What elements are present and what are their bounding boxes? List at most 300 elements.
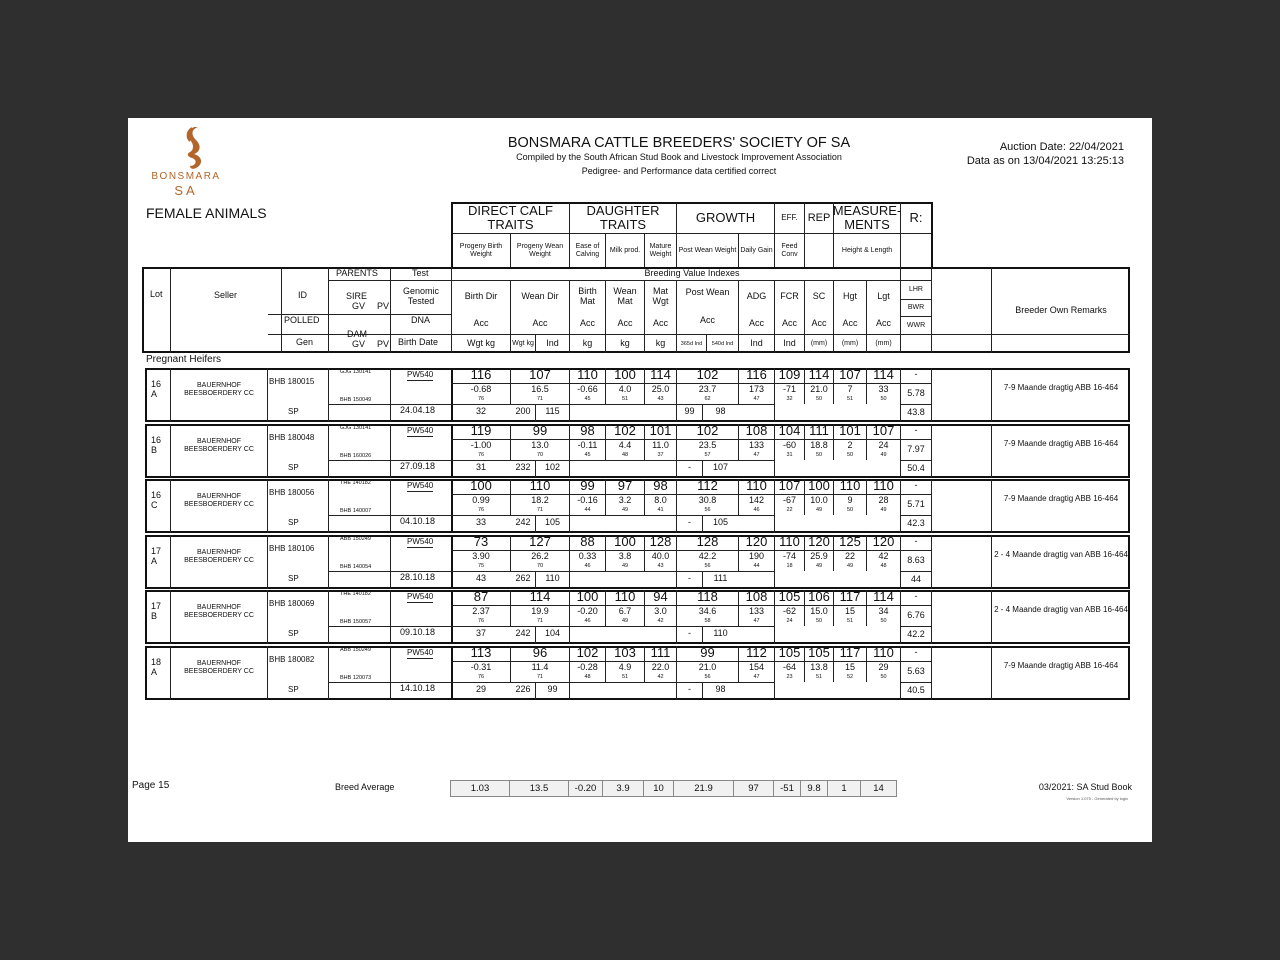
lot-letter: A — [151, 389, 158, 399]
group-daughter: DAUGHTER TRAITS — [586, 202, 660, 232]
animal-row — [128, 368, 1152, 422]
data-as-on: Data as on 13/04/2021 13:25:13 — [966, 155, 1124, 167]
hdr-test: Test — [412, 268, 429, 278]
grid-line — [931, 646, 932, 700]
ebv-value: 29 — [878, 661, 889, 672]
index-value: 96 — [532, 645, 548, 661]
sub-milk-prod: Milk prod. — [609, 247, 641, 255]
accuracy-value: 76 — [477, 395, 485, 402]
index-value: 108 — [745, 423, 768, 439]
accuracy-value: 51 — [846, 617, 854, 624]
accuracy-value: 76 — [477, 673, 485, 680]
footer-stud-book: 03/2021: SA Stud Book — [1038, 782, 1132, 792]
index-value: 128 — [649, 534, 672, 550]
index-value: 99 — [700, 645, 715, 661]
index-value: 109 — [778, 367, 801, 383]
index-value: 114 — [808, 367, 830, 383]
ebv-value: -74 — [782, 550, 796, 561]
accuracy-value: 51 — [621, 395, 629, 402]
accuracy-value: 50 — [815, 617, 823, 624]
dam-id: BHB 160026 — [340, 453, 372, 459]
ebv-value: 40.0 — [651, 550, 670, 561]
sub-height-length: Height & Length — [841, 247, 893, 255]
lot-number: 18 — [151, 657, 162, 667]
accuracy-value: 41 — [657, 506, 664, 513]
accuracy-value: 49 — [815, 506, 823, 513]
group-eff: EFF. — [781, 212, 798, 222]
lhr-value: - — [914, 591, 918, 602]
hdr-sire: SIRE — [346, 291, 368, 301]
accuracy-value: 56 — [704, 562, 711, 569]
grid-line — [390, 535, 391, 589]
lot-number: 16 — [151, 435, 162, 445]
hdr-birth-date: Birth Date — [398, 337, 439, 347]
wwr-value: 40.5 — [907, 685, 925, 696]
accuracy-value: 23 — [786, 673, 793, 680]
bwr-value: 8.63 — [907, 555, 925, 566]
index-value: 107 — [529, 367, 551, 383]
breeder-remark: 2 - 4 Maande dragtig van ABB 16-464 — [994, 549, 1128, 559]
wean-weight-kg: 232 — [515, 462, 531, 473]
index-value: 105 — [778, 645, 801, 661]
birth-weight-kg: 37 — [475, 628, 486, 639]
wwr-value: 42.2 — [907, 629, 925, 640]
sub-daily-gain: Daily Gain — [740, 247, 773, 255]
bonsmara-logo-icon — [146, 122, 226, 170]
breed-average-value: -51 — [773, 780, 801, 797]
ebv-value: 15 — [844, 605, 855, 616]
document-subtitle-1: Compiled by the South African Stud Book and Livestock Improvement Association — [516, 152, 842, 162]
accuracy-value: 71 — [536, 673, 544, 680]
document-page — [128, 118, 1152, 842]
grid-line — [390, 590, 391, 644]
index-365d: - — [688, 628, 691, 639]
lhr-value: - — [914, 647, 918, 658]
ebv-value: 11.4 — [531, 661, 549, 672]
grid-line — [991, 424, 992, 478]
hdr-acc: Acc — [652, 318, 668, 329]
accuracy-value: 24 — [786, 617, 793, 624]
document-subtitle-2: Pedigree- and Performance data certified correct — [581, 166, 777, 176]
index-value: 87 — [473, 589, 489, 605]
bonsmara-logo — [146, 122, 226, 198]
animal-id: BHB 180069 — [269, 599, 315, 608]
accuracy-value: 18 — [786, 562, 793, 569]
hdr-mm: (mm) — [841, 340, 859, 348]
hdr-seller: Seller — [214, 290, 238, 300]
ebv-value: 42 — [878, 550, 889, 561]
grid-line — [900, 494, 931, 495]
ebv-value: -0.28 — [577, 661, 598, 672]
index-value: 111 — [809, 423, 829, 439]
grid-line — [900, 661, 931, 662]
grid-line — [328, 368, 329, 422]
polled-status: SP — [288, 407, 299, 416]
bwr-value: 6.76 — [907, 610, 925, 621]
index-value: 113 — [470, 645, 492, 661]
sub-feed-conv: Feed Conv — [781, 243, 798, 258]
breeder-remark: 7-9 Maande dragtig ABB 16-464 — [1003, 493, 1119, 503]
breed-average-value: 1.03 — [450, 780, 510, 797]
sub-post-wean-weight: Post Wean Weight — [678, 247, 737, 255]
hdr-parents: PARENTS — [336, 268, 378, 278]
grid-line — [900, 605, 931, 606]
ebv-value: -64 — [782, 661, 796, 672]
group-label: Pregnant Heifers — [146, 354, 222, 365]
sire-id: GJG 130141 — [340, 369, 372, 375]
ebv-value: 3.8 — [618, 550, 632, 561]
index-value: 103 — [614, 645, 636, 661]
accuracy-value: 31 — [786, 451, 793, 458]
ebv-value: -0.11 — [577, 439, 598, 450]
accuracy-value: 49 — [815, 562, 823, 569]
index-value: 100 — [614, 367, 636, 383]
hdr-mat-wgt: Mat Wgt — [652, 286, 669, 306]
test-code: PW540 — [407, 537, 434, 546]
accuracy-value: 56 — [704, 673, 711, 680]
grid-line — [931, 479, 932, 533]
accuracy-value: 44 — [584, 506, 591, 513]
sub-ease-of-calving: Ease of Calving — [575, 243, 600, 258]
accuracy-value: 49 — [621, 506, 629, 513]
ebv-value: 42.2 — [698, 550, 717, 561]
grid-line — [991, 368, 992, 422]
index-540d: 98 — [715, 406, 726, 417]
hdr-acc: Acc — [842, 318, 858, 329]
index-value: 101 — [839, 423, 861, 439]
sire-id: THE 140182 — [340, 480, 371, 486]
wean-weight-kg: 200 — [515, 406, 531, 417]
lot-number: 17 — [151, 546, 162, 556]
bwr-value: 5.71 — [907, 499, 925, 510]
accuracy-value: 45 — [584, 451, 591, 458]
ebv-value: 25.9 — [810, 550, 828, 561]
breed-average-value: 21.9 — [673, 780, 734, 797]
grid-line — [328, 646, 329, 700]
ebv-value: 28 — [878, 494, 889, 505]
seller-name: BAUERNHOF BEESBOERDERY CC — [184, 382, 254, 397]
index-value: 127 — [529, 534, 551, 550]
page-number: Page 15 — [132, 780, 170, 791]
ebv-value: 133 — [748, 439, 765, 450]
birth-weight-kg: 31 — [475, 462, 486, 473]
index-540d: 107 — [712, 462, 729, 473]
hdr-id: ID — [298, 290, 307, 300]
birth-date: 28.10.18 — [400, 572, 436, 582]
polled-status: SP — [288, 574, 299, 583]
hdr-acc: Acc — [781, 318, 797, 329]
grid-line — [267, 479, 268, 533]
ebv-value: 3.90 — [472, 550, 490, 561]
breed-average-value: 10 — [643, 780, 674, 797]
wean-weight-index: 105 — [544, 517, 561, 528]
accuracy-value: 71 — [536, 506, 544, 513]
hdr-ind: Ind — [783, 338, 796, 349]
grid-line — [390, 646, 391, 700]
test-code: PW540 — [407, 648, 434, 657]
ebv-value: -0.66 — [577, 383, 598, 394]
index-value: 88 — [580, 534, 595, 550]
grid-line — [328, 590, 329, 644]
ebv-value: 3.2 — [618, 494, 632, 505]
ebv-value: 173 — [748, 383, 765, 394]
grid-line — [390, 368, 391, 422]
accuracy-value: 44 — [753, 562, 760, 569]
hdr-sc: SC — [812, 291, 826, 302]
index-540d: 111 — [713, 573, 728, 584]
birth-weight-kg: 33 — [475, 517, 486, 528]
polled-status: SP — [288, 518, 299, 527]
lot-letter: A — [151, 556, 158, 566]
index-value: 100 — [614, 534, 636, 550]
wean-weight-kg: 262 — [515, 573, 531, 584]
ebv-value: -67 — [782, 494, 796, 505]
ebv-value: 30.8 — [698, 494, 717, 505]
accuracy-value: 49 — [621, 562, 629, 569]
ebv-value: -0.31 — [470, 661, 492, 672]
logo-text: BONSMARA — [151, 171, 221, 182]
dam-id: BHB 120073 — [340, 675, 372, 681]
grid-line — [267, 646, 268, 700]
hdr-lhr: LHR — [908, 286, 923, 294]
accuracy-value: 46 — [584, 617, 591, 624]
accuracy-value: 49 — [846, 562, 854, 569]
sub-mature-weight: Mature Weight — [649, 243, 672, 258]
birth-date: 24.04.18 — [400, 405, 436, 415]
hdr-wwr: WWR — [906, 321, 926, 329]
accuracy-value: 48 — [584, 673, 591, 680]
animal-id: BHB 180048 — [269, 433, 315, 442]
accuracy-value: 37 — [657, 451, 664, 458]
accuracy-value: 50 — [846, 506, 854, 513]
lot-letter: B — [151, 611, 158, 621]
ebv-value: 33 — [878, 383, 889, 394]
accuracy-value: 50 — [880, 673, 887, 680]
index-value: 114 — [650, 367, 671, 383]
hdr-acc: Acc — [617, 318, 633, 329]
index-value: 114 — [529, 589, 551, 605]
breeder-remark: 7-9 Maande dragtig ABB 16-464 — [1003, 660, 1119, 670]
index-value: 119 — [470, 423, 492, 439]
lhr-value: - — [914, 425, 918, 436]
index-value: 114 — [873, 367, 894, 383]
hdr-dam: DAM — [347, 329, 367, 339]
lot-letter: A — [151, 667, 158, 677]
animal-row — [128, 479, 1152, 533]
ebv-value: 7 — [847, 383, 853, 394]
hdr-bwr: BWR — [907, 304, 925, 312]
test-code: PW540 — [407, 592, 434, 601]
ebv-value: 34 — [878, 605, 889, 616]
accuracy-value: 47 — [753, 451, 760, 458]
auction-date: Auction Date: 22/04/2021 — [999, 141, 1124, 153]
grid-line — [328, 479, 329, 533]
breed-average-value: -0.20 — [568, 780, 603, 797]
accuracy-value: 76 — [477, 617, 485, 624]
accuracy-value: 45 — [584, 395, 591, 402]
accuracy-value: 50 — [846, 451, 854, 458]
ebv-value: 23.5 — [698, 439, 717, 450]
hdr-ind: Ind — [546, 338, 559, 349]
wwr-value: 44 — [910, 574, 921, 585]
hdr-540d-ind: 540d Ind — [711, 340, 734, 347]
grid-line — [991, 590, 992, 644]
hdr-lgt: Lgt — [877, 291, 890, 302]
index-value: 99 — [580, 478, 595, 494]
lot-letter: C — [151, 500, 158, 510]
hdr-kg: kg — [655, 338, 666, 349]
hdr-acc: Acc — [532, 318, 548, 329]
ebv-value: 22 — [844, 550, 855, 561]
seller-name: BAUERNHOF BEESBOERDERY CC — [184, 604, 254, 619]
wean-weight-index: 115 — [545, 406, 560, 417]
index-365d: - — [688, 517, 691, 528]
ebv-value: 34.6 — [698, 605, 717, 616]
ebv-value: 18.8 — [810, 439, 828, 450]
accuracy-value: 47 — [753, 395, 760, 402]
index-value: 125 — [839, 534, 861, 550]
index-value: 110 — [873, 478, 894, 494]
grid-line — [390, 479, 391, 533]
index-value: 100 — [470, 478, 492, 494]
hdr-mm: (mm) — [875, 340, 892, 348]
accuracy-value: 71 — [536, 395, 544, 402]
index-value: 94 — [653, 589, 668, 605]
ebv-value: 9 — [847, 494, 853, 505]
index-365d: 99 — [684, 406, 695, 417]
index-value: 128 — [696, 534, 719, 550]
index-value: 110 — [779, 534, 800, 550]
wean-weight-index: 99 — [547, 684, 558, 695]
seller-name: BAUERNHOF BEESBOERDERY CC — [184, 493, 254, 508]
accuracy-value: 50 — [815, 395, 823, 402]
accuracy-value: 62 — [704, 395, 711, 402]
group-direct-calf: DIRECT CALF TRAITS — [468, 202, 553, 232]
index-540d: 110 — [713, 628, 728, 639]
lhr-value: - — [914, 536, 918, 547]
lot-number: 16 — [151, 490, 162, 500]
footer-version: Version 1.075 - Generated by logix — [1066, 796, 1128, 801]
grid-line — [267, 424, 268, 478]
animal-id: BHB 180015 — [269, 377, 315, 386]
seller-name: BAUERNHOF BEESBOERDERY CC — [184, 660, 254, 675]
grid-line — [267, 535, 268, 589]
accuracy-value: 51 — [846, 395, 854, 402]
index-value: 110 — [577, 367, 598, 383]
ebv-value: 13.0 — [531, 439, 549, 450]
accuracy-value: 32 — [786, 395, 793, 402]
polled-status: SP — [288, 629, 299, 638]
ebv-value: 24 — [878, 439, 889, 450]
hdr-breeding-value-indexes: Breeding Value Indexes — [644, 268, 740, 279]
index-value: 117 — [839, 589, 861, 605]
breed-average-value: 97 — [733, 780, 774, 797]
accuracy-value: 42 — [657, 617, 664, 624]
ebv-value: 11.0 — [652, 439, 669, 450]
grid-line — [991, 479, 992, 533]
hdr-acc: Acc — [875, 318, 891, 329]
animal-id: BHB 180056 — [269, 488, 315, 497]
index-value: 97 — [617, 478, 633, 494]
grid-line — [267, 368, 268, 422]
sire-id: THE 140182 — [340, 591, 371, 597]
breeder-remark: 7-9 Maande dragtig ABB 16-464 — [1003, 438, 1119, 448]
accuracy-value: 56 — [704, 506, 711, 513]
wwr-value: 43.8 — [907, 407, 925, 418]
index-value: 98 — [580, 423, 595, 439]
sub-progeny-wean-weight: Progeny Wean Weight — [516, 243, 564, 258]
ebv-value: 21.0 — [810, 383, 828, 394]
index-value: 98 — [653, 478, 668, 494]
accuracy-value: 75 — [477, 562, 485, 569]
accuracy-value: 50 — [880, 395, 887, 402]
wean-weight-kg: 226 — [515, 684, 531, 695]
index-value: 118 — [697, 589, 718, 605]
ebv-value: 18.2 — [531, 494, 549, 505]
accuracy-value: 57 — [704, 451, 711, 458]
hdr-gen: Gen — [296, 337, 314, 347]
index-value: 110 — [746, 478, 767, 494]
ebv-value: 10.0 — [810, 494, 828, 505]
hdr-365d-ind: 365d Ind — [680, 340, 703, 347]
grid-line — [931, 368, 932, 422]
test-code: PW540 — [407, 481, 434, 490]
index-value: 100 — [576, 589, 599, 605]
ebv-value: 6.7 — [618, 605, 632, 616]
animal-row — [128, 535, 1152, 589]
ebv-value: 4.0 — [618, 383, 632, 394]
index-value: 101 — [649, 423, 672, 439]
accuracy-value: 50 — [880, 617, 887, 624]
wwr-value: 42.3 — [907, 518, 925, 529]
breed-average-value: 1 — [827, 780, 861, 797]
sub-progeny-birth-weight: Progeny Birth Weight — [459, 243, 503, 258]
index-value: 73 — [473, 534, 489, 550]
hdr-mm: (mm) — [810, 340, 828, 348]
lot-letter: B — [151, 445, 158, 455]
accuracy-value: 49 — [880, 506, 887, 513]
test-code: PW540 — [407, 426, 434, 435]
accuracy-value: 71 — [536, 617, 544, 624]
sire-id: ABB 150249 — [340, 536, 371, 542]
lhr-value: - — [914, 369, 918, 380]
ebv-value: 16.5 — [531, 383, 549, 394]
index-value: 106 — [808, 589, 830, 605]
wean-weight-kg: 242 — [515, 628, 531, 639]
index-365d: - — [688, 684, 691, 695]
index-value: 112 — [746, 645, 767, 661]
hdr-kg: kg — [620, 338, 630, 349]
ebv-value: 4.4 — [618, 439, 632, 450]
accuracy-value: 52 — [846, 673, 854, 680]
accuracy-value: 58 — [704, 617, 711, 624]
index-value: 108 — [745, 589, 768, 605]
accuracy-value: 51 — [621, 673, 629, 680]
hdr-adg: ADG — [746, 291, 767, 302]
index-540d: 98 — [715, 684, 726, 695]
ebv-value: 2.37 — [472, 605, 490, 616]
ebv-value: 3.0 — [654, 605, 667, 616]
accuracy-value: 47 — [753, 673, 760, 680]
breed-average-value: 13.5 — [509, 780, 569, 797]
grid-line — [328, 535, 329, 589]
index-value: 120 — [808, 534, 830, 550]
index-value: 120 — [872, 534, 895, 550]
section-title: FEMALE ANIMALS — [146, 205, 267, 221]
ebv-value: 190 — [748, 550, 765, 561]
group-measurements: MEASURE-MENTS — [832, 202, 902, 232]
grid-line — [900, 550, 931, 551]
